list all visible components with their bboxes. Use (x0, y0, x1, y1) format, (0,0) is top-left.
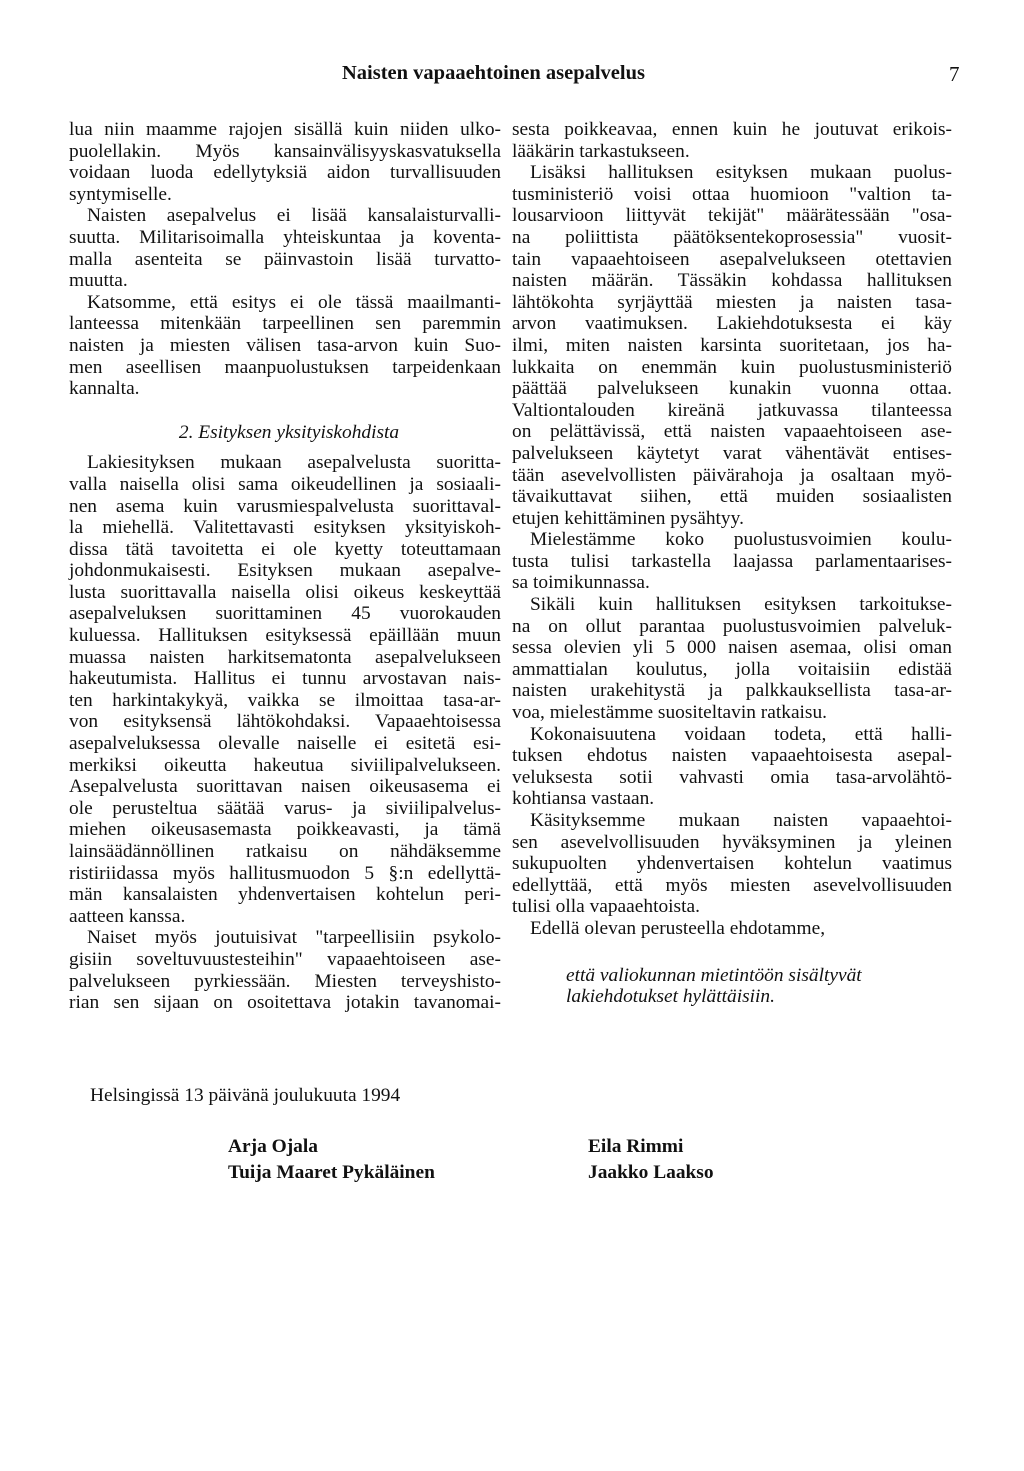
text-line: naisten urakehitystä ja palkkauksellista tasa-ar- (512, 680, 952, 702)
text-line: men aseellisen maanpuolustuksen tarpeidenkaan (69, 356, 501, 378)
closing-proposal (512, 965, 952, 1008)
text-line: palvelukseen käytetyt varat vähentävät entises- (512, 442, 952, 464)
text-line: malla asenteita se päinvastoin lisää turvatto- (69, 248, 501, 270)
text-line: Asepalvelusta suorittavan naisen oikeusasema ei (69, 776, 501, 798)
signatory-name: Jaakko Laakso (588, 1162, 714, 1183)
page-header (0, 62, 1024, 92)
text-line: tään asevelvollisten päivärahoja ja osaltaan myö- (512, 464, 952, 486)
text-line: tusministeriö voisi ottaa huomioon "valtion ta- (512, 183, 952, 205)
text-line: gisiin soveltuvuustesteihin" vapaaehtoiseen ase- (69, 948, 501, 970)
text-line: sessa olevien yli 5 000 naisen asemaa, olisi oman (512, 637, 952, 659)
text-line: syntymiselle. (69, 183, 172, 205)
text-line: on pelättävissä, että naisten vapaaehtoiseen ase- (512, 421, 952, 443)
text-line: la miehellä. Valitettavasti esityksen yksityiskoh- (69, 517, 501, 539)
text-line: sukupuolten yhdenvertaisen kohtelun vaatimus (512, 853, 952, 875)
place-and-date: Helsingissä 13 päivänä joulukuuta 1994 (90, 1085, 401, 1106)
text-line: Lisäksi hallituksen esityksen mukaan puolus- (530, 162, 952, 184)
text-line: ristiriidassa myös hallitusmuodon 5 §:n edellyttä- (69, 862, 501, 884)
text-line: kuluessa. Hallituksen esityksessä epäillään muun (69, 625, 501, 647)
text-line: miehen oikeusasemasta poikkeavasti, ja tämä (69, 819, 501, 841)
signatures-right (588, 1134, 714, 1186)
text-line: Naiset myös joutuisivat "tarpeellisiin psykolo- (87, 927, 501, 949)
text-line: veluksesta sotii vahvasti omia tasa-arvolähtö- (512, 766, 952, 788)
text-line: kannalta. (69, 378, 140, 400)
text-line: voidaan luoda edellytyksiä aidon turvallisuuden (69, 162, 501, 184)
signatory-name: Arja Ojala (228, 1136, 318, 1157)
text-line: palvelukseen pyrkiessään. Miesten terveyshisto- (69, 970, 501, 992)
text-line: Kokonaisuutena voidaan todeta, että halli- (530, 723, 952, 745)
text-line: etujen kehittäminen pysähtyy. (512, 507, 744, 529)
text-line: suutta. Militarisoimalla yhteiskuntaa ja koventa- (69, 226, 501, 248)
text-line: lanteessa mitenkään tarpeellinen sen paremmin (69, 313, 501, 335)
text-line: nen asema kuin varusmiespalvelusta suorittaval- (69, 495, 501, 517)
text-line: naisten määrän. Tässäkin kohdassa hallituksen (512, 270, 952, 292)
closing-line: että valiokunnan mietintöön sisältyvät (566, 964, 862, 986)
text-line: ten harkintakykyä, vaikka se ilmoittaa tasa-ar- (69, 689, 501, 711)
text-line: sen asevelvollisuuden hyväksyminen ja yleinen (512, 831, 952, 853)
text-line: puolellakin. Myös kansainvälisyyskasvatuksella (69, 140, 501, 162)
text-line: aatteen kanssa. (69, 905, 186, 927)
text-line: tulisi olla vapaaehtoista. (512, 896, 700, 918)
text-line: Käsityksemme mukaan naisten vapaaehtoi- (530, 810, 952, 831)
text-line: johdonmukaisesti. Esityksen mukaan asepalve- (69, 560, 501, 582)
text-line: tuksen ehdotus naisten vapaaehtoisesta asepal- (512, 745, 952, 767)
text-line: päättää palvelukseen kunakin vuonna ottaa. (512, 378, 952, 400)
text-line: lainsäädännöllinen ratkaisu on nähdäksemme (69, 841, 501, 862)
text-line: dissa tätä tavoitetta ei ole kyetty toteuttamaan (69, 538, 501, 560)
text-line: na poliittista päätöksentekoprosessia" vuosit- (512, 226, 952, 248)
text-line: Edellä olevan perusteella ehdotamme, (530, 917, 826, 939)
signatory-name: Eila Rimmi (588, 1136, 684, 1157)
text-line: män kansalaisten yhdenvertaisen kohtelun peri- (69, 884, 501, 906)
text-line: ilmi, miten naisten karsinta suoritetaan, jos ha- (512, 334, 952, 356)
text-line: ammattialan koulutus, jolla voitaisiin edistää (512, 658, 952, 680)
text-line: Naisten asepalvelus ei lisää kansalaisturvalli- (87, 205, 501, 227)
text-line: merkiksi oikeutta hakeutua siviilipalvelukseen. (69, 754, 501, 776)
text-line: valla naisella olisi sama oikeudellinen ja sosiaali- (69, 473, 501, 495)
text-line: Valtiontalouden kireänä jatkuvassa tilanteessa (512, 399, 952, 421)
text-line: asepalveluksessa olevalle naiselle ei esitetä esi- (69, 733, 501, 755)
section-heading: 2. Esityksen yksityiskohdista (178, 421, 400, 443)
text-line: arvon vaatimuksen. Lakiehdotuksesta ei käy (512, 313, 952, 335)
text-line: na on ollut parantaa puolustusvoimien palveluk- (512, 615, 952, 637)
running-title: Naisten vapaaehtoinen asepalvelus (342, 62, 645, 84)
text-line: muassa naisten harkitsematonta asepalvelukseen (69, 646, 501, 668)
text-line: lusta suorittavalla naisella olisi oikeus keskeyttää (69, 581, 501, 603)
text-line: naisten ja miesten välisen tasa-arvon kuin Suo- (69, 334, 501, 356)
text-line: hakeutumista. Hallitus ei tunnu arvostavan nais- (69, 668, 501, 690)
text-line: tusta tulisi tarkastella laajassa parlamentaarises- (512, 550, 952, 572)
text-line: tävaikuttavat siihen, että muiden sosiaalisten (512, 486, 952, 508)
text-line: kohtiansa vastaan. (512, 788, 655, 810)
signatures-left (228, 1134, 435, 1186)
text-line: rian sen sijaan on osoitettava jotakin tavanomai- (69, 992, 501, 1014)
right-column (512, 119, 952, 1008)
text-line: sa toimikunnassa. (512, 572, 650, 594)
page-number: 7 (949, 62, 960, 86)
text-line: muutta. (69, 270, 128, 292)
text-line: Katsomme, että esitys ei ole tässä maailmanti- (87, 291, 501, 313)
text-line: Lakiesityksen mukaan asepalvelusta suoritta- (87, 452, 501, 474)
text-line: lukkaita on enemmän kuin puolustusministeriö (512, 356, 952, 378)
text-line: lua niin maamme rajojen sisällä kuin niiden ulko- (69, 119, 501, 140)
closing-line: lakiehdotukset hylättäisiin. (566, 986, 775, 1008)
text-line: lääkärin tarkastukseen. (512, 140, 690, 162)
left-column (69, 119, 501, 1014)
text-line: lousarvioon liittyvät tekijät" määrätessään "osa- (512, 205, 952, 227)
text-line: tain vapaaehtoiseen asepalvelukseen otettavien (512, 248, 952, 270)
text-line: edellyttää, että myös miesten asevelvollisuuden (512, 874, 952, 896)
text-line: Mielestämme koko puolustusvoimien koulu- (530, 529, 952, 551)
text-line: asepalveluksen suorittaminen 45 vuorokauden (69, 603, 501, 625)
signatory-name: Tuija Maaret Pykäläinen (228, 1162, 435, 1183)
text-line: voa, mielestämme suositeltavin ratkaisu. (512, 702, 828, 724)
text-line: von esityksensä lähtökohdaksi. Vapaaehtoisessa (69, 711, 501, 733)
text-line: sesta poikkeavaa, ennen kuin he joutuvat erikois- (512, 119, 952, 140)
text-line: ole perusteltua säätää varus- ja siviilipalvelus- (69, 797, 501, 819)
text-line: lähtökohta syrjäyttää miesten ja naisten tasa- (512, 291, 952, 313)
text-line: Sikäli kuin hallituksen esityksen tarkoitukse- (530, 594, 952, 616)
